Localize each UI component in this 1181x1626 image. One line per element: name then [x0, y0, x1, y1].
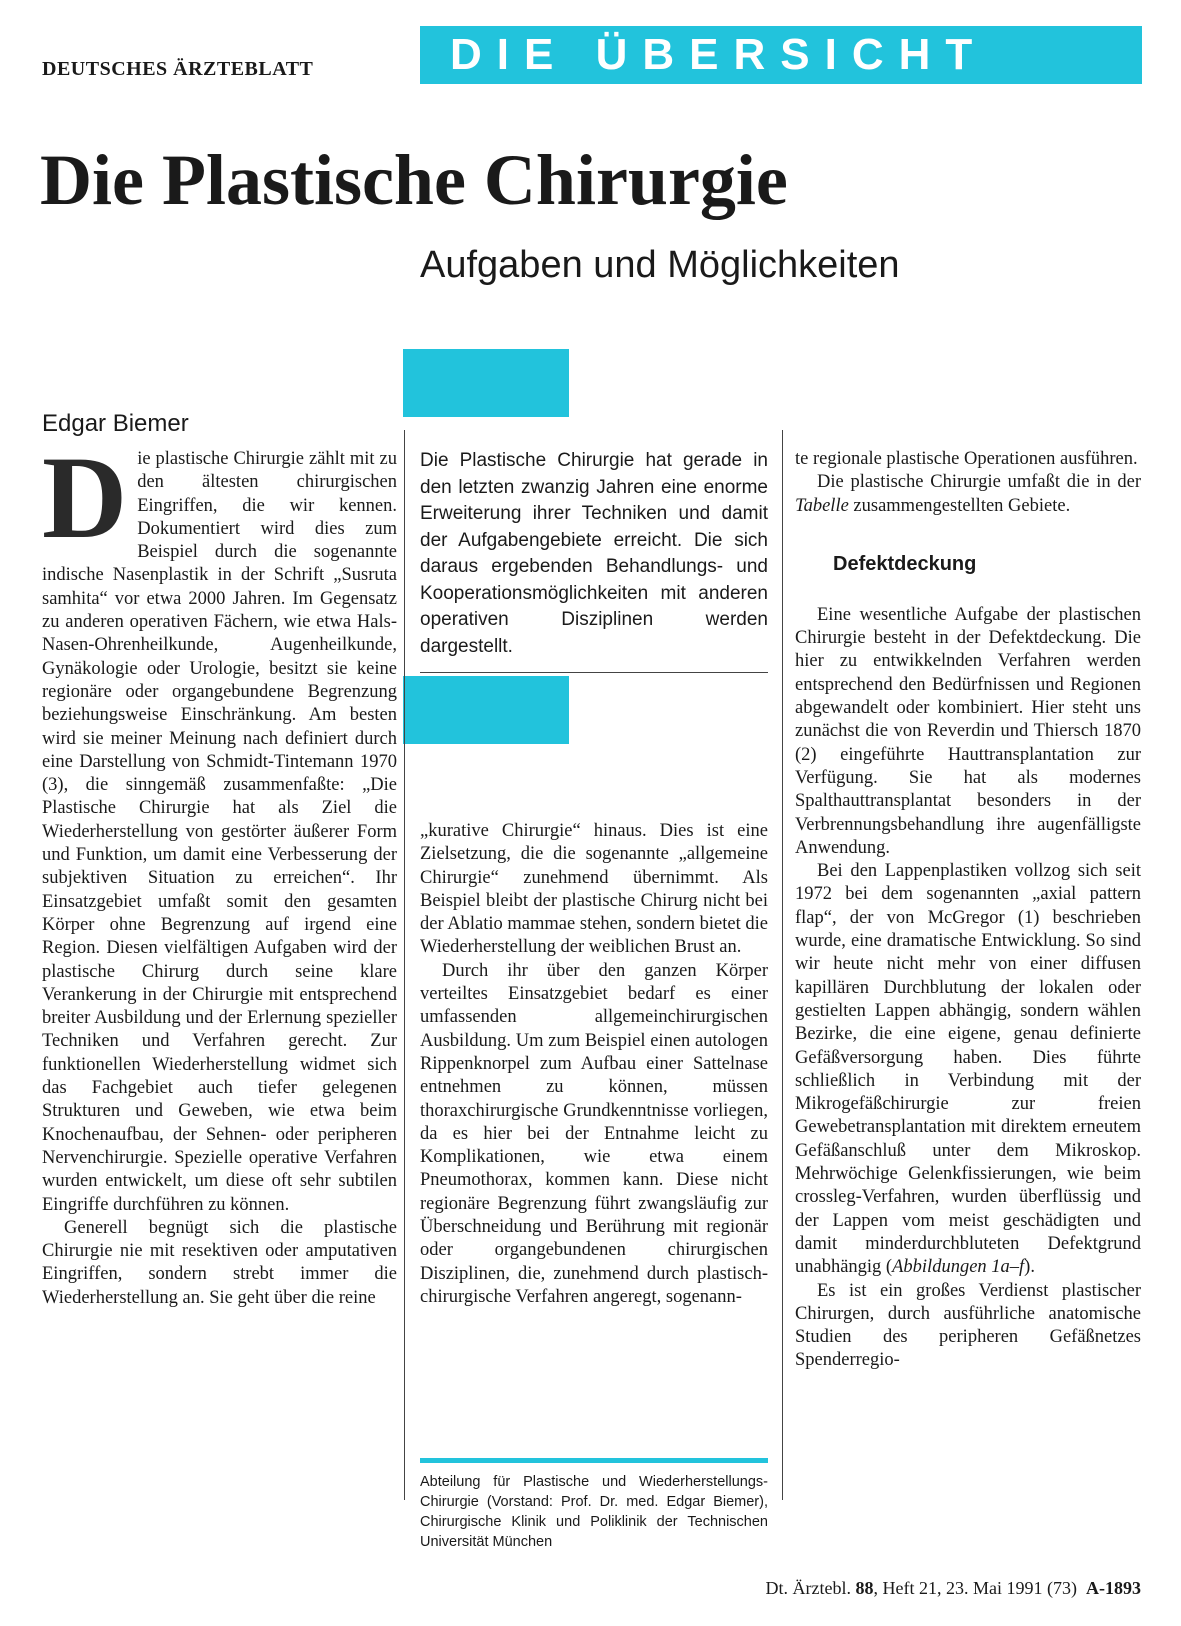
footer-issue: , Heft 21, 23. Mai 1991 (73) [873, 1578, 1077, 1598]
column-3 [795, 448, 1141, 1373]
page-number: A-1893 [1086, 1578, 1141, 1598]
paragraph: Bei den Lappenplastiken vollzog sich seit 1972 bei dem sogenannten „axial pattern flap“, der von McGregor (1) beschrieben wurde, eine dramatische Entwicklung. So sind wir heute nicht mehr von einer diffusen kapillären Durchblutung der lokalen oder gestielten Lappen abhängig, sondern wählen Bezirke, die eine eigene, genau definierte Gefäßversorgung haben. Dies führte schließlich in Verbindung mit der Mikrogefäßchirurgie zur freien Gewebetransplantation mit direktem erneutem Gefäßanschluß unter dem Mikroskop. Mehrwöchige Gelenkfissierungen, wie beim crossleg-Verfahren, wurden überflüssig und der Lappen vom meist geschädigten und damit minderdurchbluteten Defektgrund unabhängig (Abbildungen 1a–f). [795, 861, 1141, 1278]
column-rule-right [782, 430, 783, 1500]
decorative-block-top [403, 349, 569, 417]
section-banner: DIE ÜBERSICHT [420, 26, 1142, 84]
decorative-block-bottom [403, 676, 569, 744]
drop-cap: D [42, 432, 128, 563]
author-affiliation: Abteilung für Plastische und Wiederherstellungs-Chirurgie (Vorstand: Prof. Dr. med. Edgar Biemer), Chirurgische Klinik und Poliklinik der Technischen Universität München [420, 1474, 768, 1550]
article-abstract: Die Plastische Chirurgie hat gerade in den letzten zwanzig Jahren eine enorme Erweiterung ihrer Techniken und damit der Aufgabengebiete erreicht. Die sich daraus ergebenden Behandlungs- und Kooperationsmöglichkeiten mit anderen operativen Disziplinen werden dargestellt. [420, 450, 768, 657]
paragraph-text: ie plastische Chirurgie zählt mit zu den ältesten chirurgischen Eingriffen, die wir kennen. Dokumentiert wird dies zum Beispiel durch die sogenannte indische Nasenplastik in der Schrift „Susruta samhita“ vor etwa 2000 Jahren. Im Gegensatz zu anderen operativen Fächern, wie etwa Hals-Nasen-Ohrenheilkunde, Augenheilkunde, Gynäkologie oder Urologie, besitzt sie keine regionäre oder organgebundene Begrenzung beziehungsweise Einschränkung. Am besten wird sie meiner Meinung nach definiert durch eine Darstellung von Schmidt-Tintemann 1970 (3), die sinngemäß zusammenfaßte: „Die Plastische Chirurgie hat als Ziel die Wiederherstellung von gestörter äußerer Form und Funktion, um damit eine Verbesserung der subjektiven Situation zu erreichen“. Ihr Einsatzgebiet umfaßt somit den gesamten Körper ohne Begrenzung auf irgend eine Region. Diesen vielfältigen Aufgaben wird der plastische Chirurg durch seine klare Verankerung in der Chirurgie mit entsprechend breiter Ausbildung und der Erlernung spezieller Techniken und Verfahren gerecht. Zur funktionellen Wiederherstellung widmet sich das Fachgebiet auch tiefer gelegenen Strukturen und Geweben, wie etwa beim Knochenaufbau, der Sehnen- oder peripheren Nervenchirurgie. Spezielle operative Verfahren wurden entwickelt, um diese oft sehr subtilen Eingriffe durchführen zu können. [42, 449, 397, 1215]
figure-reference: Abbildungen 1a–f [892, 1257, 1025, 1278]
journal-name: DEUTSCHES ÄRZTEBLATT [42, 58, 314, 80]
paragraph: te regionale plastische Operationen ausführen. [795, 449, 1138, 469]
paragraph [42, 432, 397, 1217]
column-2 [420, 820, 768, 1309]
paragraph: Eine wesentliche Aufgabe der plastischen Chirurgie besteht in der Defektdeckung. Die hier zu entwikkelnden Verfahren werden entsprechend den Bedürfnissen und Regionen abgewandelt oder kombiniert. Hier steht uns zunächst die von Reverdin und Thiersch 1870 (2) eingeführte Hauttransplantation zur Verfügung. Sie hat als modernes Spalthauttransplantat besonders in der Verbrennungsbehandlung ihre augenfälligste Anwendung. [795, 604, 1141, 858]
paragraph: Es ist ein großes Verdienst plastischer Chirurgen, durch ausführliche anatomische Studien des peripheren Gefäßnetzes Spenderregio- [795, 1280, 1141, 1371]
footer-journal: Dt. Ärztebl. [765, 1578, 852, 1598]
column-1 [42, 432, 397, 1310]
paragraph: Durch ihr über den ganzen Körper verteiltes Einsatzgebiet bedarf es einer umfassenden allgemeinchirurgischen Ausbildung. Um zum Beispiel einen autologen Rippenknorpel zum Aufbau einer Sattelnase entnehmen zu können, müssen thoraxchirurgische Grundkenntnisse vorliegen, da es hier bei der Entnahme leicht zu Komplikationen, wie etwa einem Pneumothorax, kommen kann. Diese nicht regionäre Begrenzung führt zwangsläufig zur Überschneidung und Berührung mit regionär oder organgebundenen chirurgischen Disziplinen, die, zunehmend durch plastisch-chirurgische Verfahren angeregt, sogenann- [420, 960, 768, 1307]
page-footer [766, 1578, 1141, 1599]
paragraph: Die plastische Chirurgie umfaßt die in der Tabelle zusammengestellten Gebiete. [795, 472, 1141, 516]
paragraph: „kurative Chirurgie“ hinaus. Dies ist eine Zielsetzung, die die sogenannte „allgemeine Chirurgie“ zunehmend übernimmt. Als Beispiel bleibt der plastische Chirurg nicht bei der Ablatio mammae stehen, sondern bietet die Wiederherstellung der weiblichen Brust an. [420, 821, 768, 958]
footer-volume: 88 [855, 1578, 874, 1598]
table-reference: Tabelle [795, 495, 849, 516]
article-subtitle: Aufgaben und Möglichkeiten [420, 244, 900, 286]
article-title: Die Plastische Chirurgie [40, 140, 788, 220]
affiliation-rule [420, 1458, 768, 1463]
section-heading: Defektdeckung [833, 552, 977, 575]
column-rule-left [404, 430, 405, 1500]
abstract-rule [420, 672, 768, 673]
paragraph: Generell begnügt sich die plastische Chirurgie nie mit resektiven oder amputativen Eingriffen, sondern strebt immer die Wiederherstellung an. Sie geht über die reine [42, 1217, 397, 1308]
author-name: Edgar Biemer [42, 410, 189, 437]
